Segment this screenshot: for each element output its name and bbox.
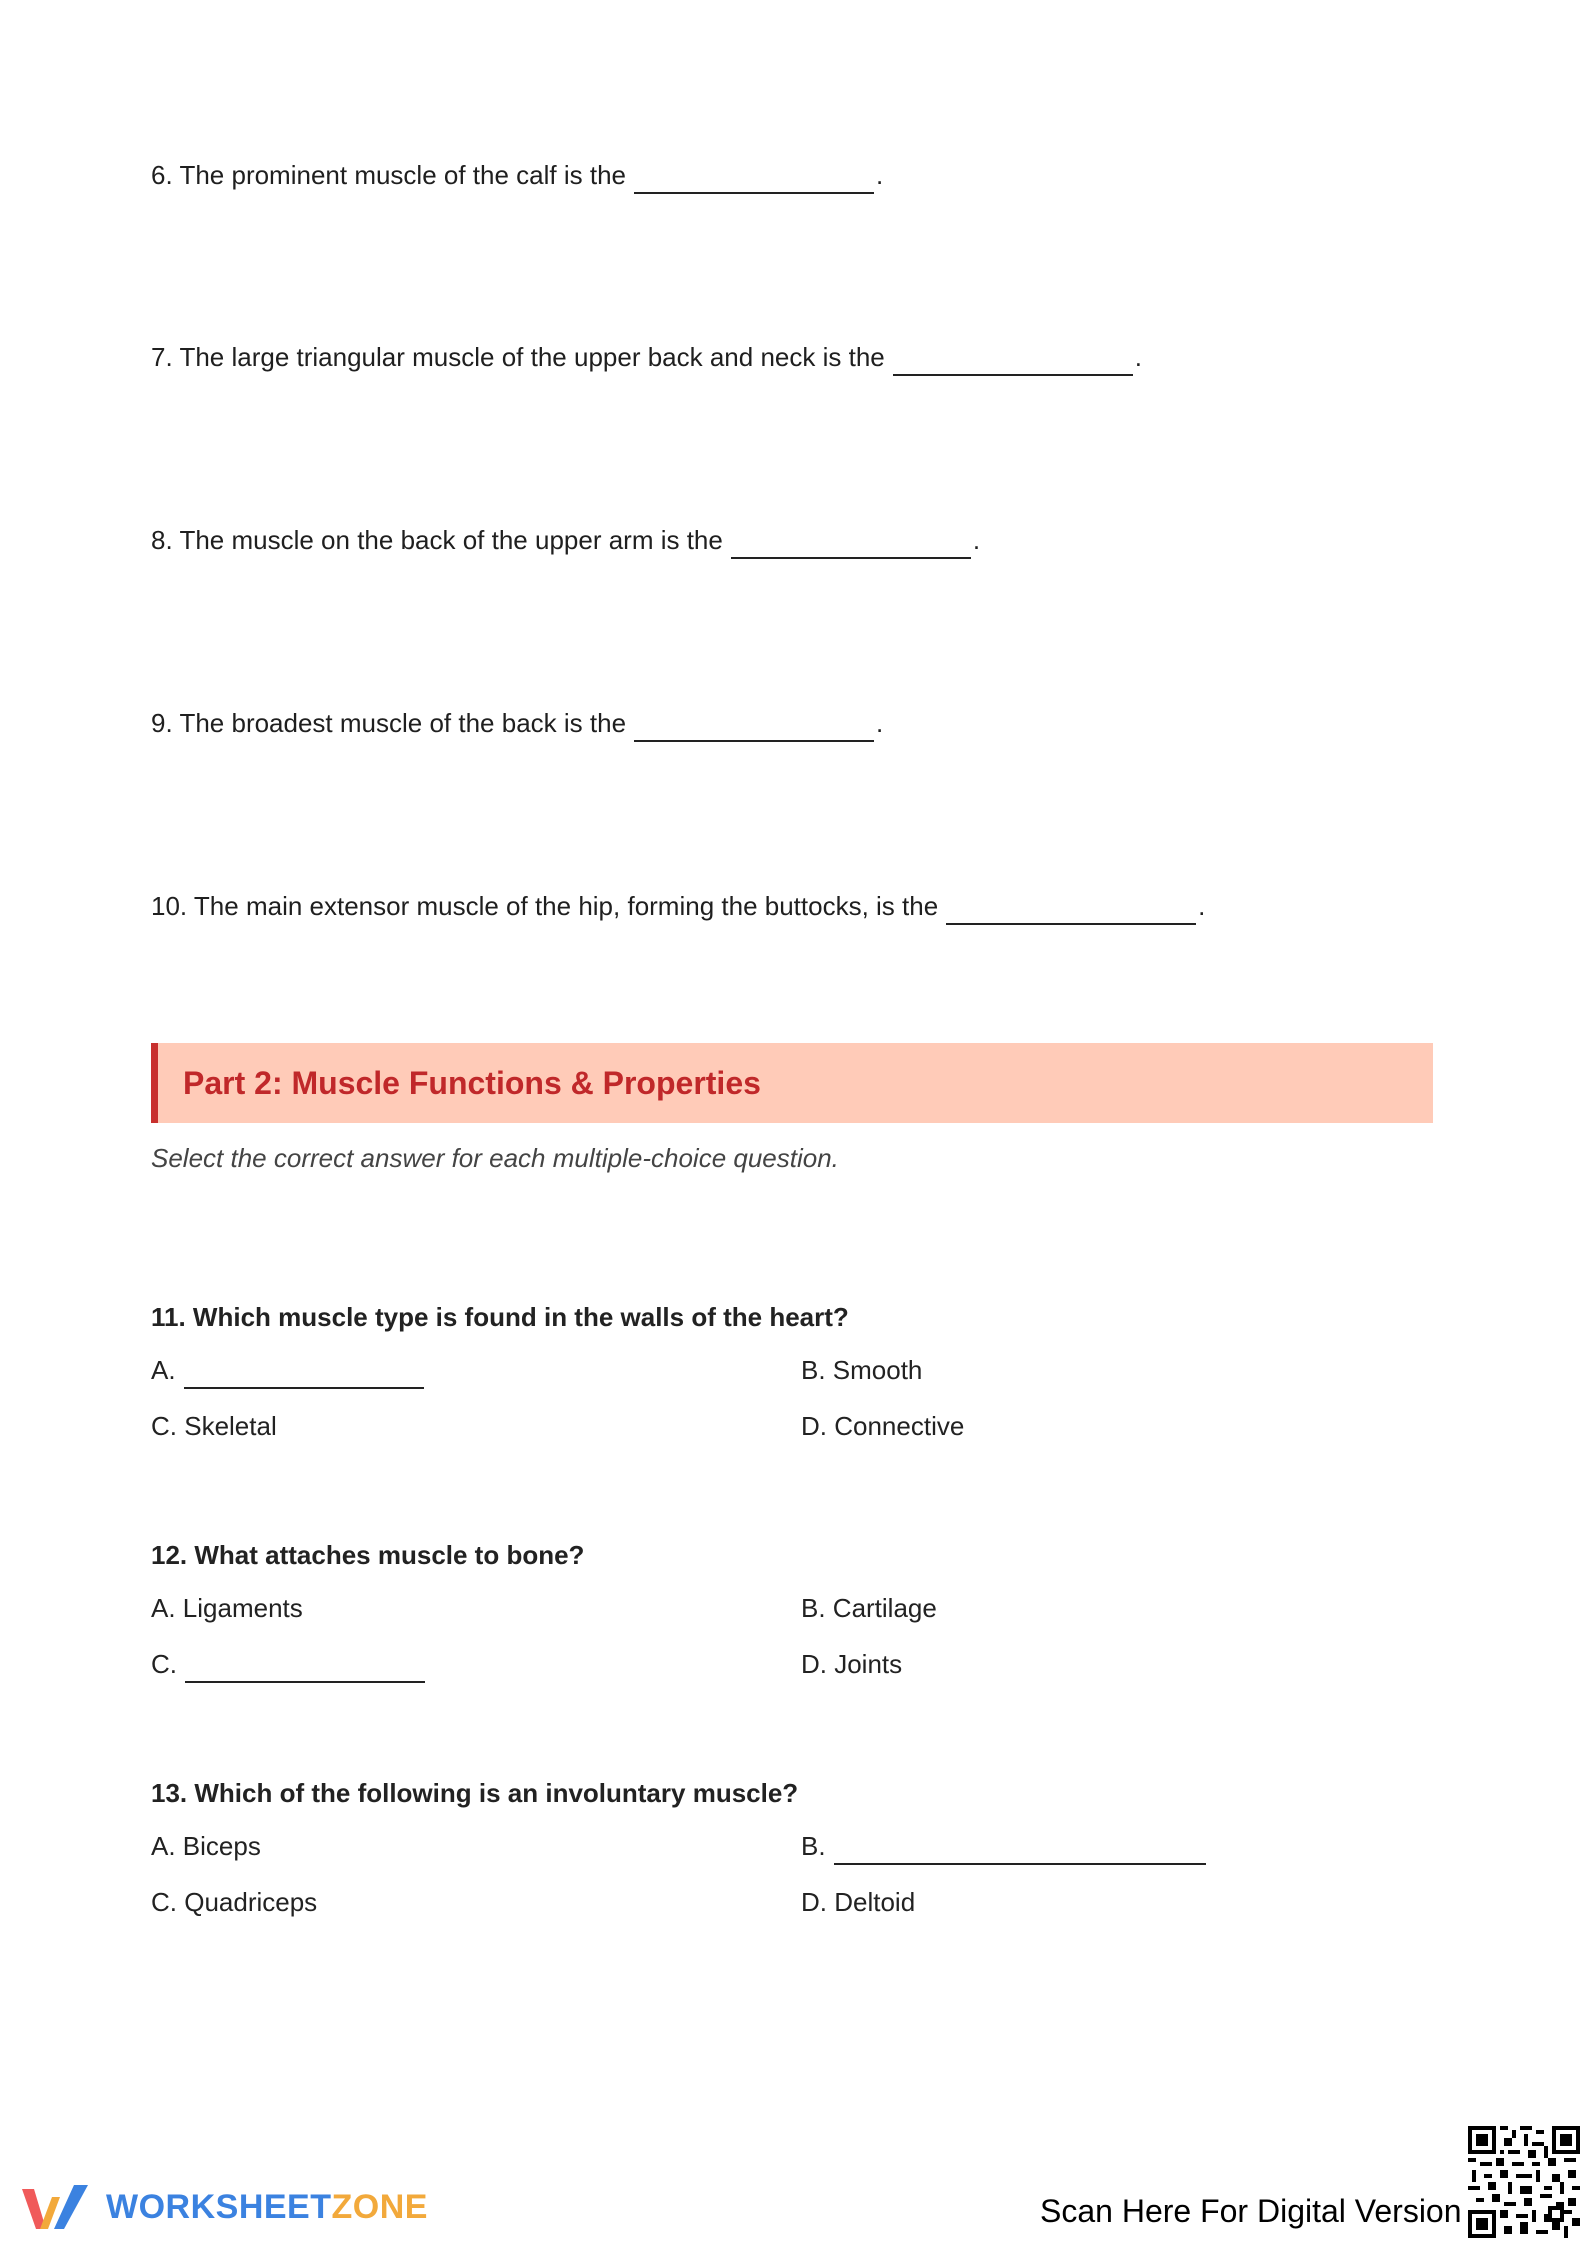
mcq-11-option-c[interactable]: C. Skeletal xyxy=(151,1411,277,1441)
question-end: . xyxy=(1134,342,1142,372)
question-text: The broadest muscle of the back is the xyxy=(179,708,627,738)
option-label: C. xyxy=(151,1649,177,1679)
option-label: A. xyxy=(151,1355,176,1385)
mcq-13-option-c[interactable]: C. Quadriceps xyxy=(151,1887,318,1917)
brand-name xyxy=(106,2188,428,2227)
mcq-question-11: 11. Which muscle type is found in the walls of the heart? xyxy=(151,1302,849,1332)
fill-question-7 xyxy=(151,340,1142,376)
brand-name-part1: WORKSHEET xyxy=(106,2187,332,2226)
answer-blank[interactable] xyxy=(893,344,1133,376)
answer-blank[interactable] xyxy=(184,1357,424,1389)
qr-code-icon[interactable] xyxy=(1468,2126,1580,2238)
question-text: The muscle on the back of the upper arm is the xyxy=(179,525,723,555)
question-number: 8. xyxy=(151,525,173,555)
question-number: 6. xyxy=(151,160,173,190)
question-text: The main extensor muscle of the hip, forming the buttocks, is the xyxy=(193,891,939,921)
answer-blank[interactable] xyxy=(634,710,874,742)
question-end: . xyxy=(876,160,884,190)
worksheetzone-logo-icon xyxy=(18,2179,94,2235)
answer-blank[interactable] xyxy=(634,162,874,194)
fill-question-10 xyxy=(151,889,1205,925)
mcq-11-option-d[interactable]: D. Connective xyxy=(801,1411,965,1441)
mcq-12-option-b[interactable]: B. Cartilage xyxy=(801,1593,937,1623)
question-text: The large triangular muscle of the upper back and neck is the xyxy=(179,342,885,372)
option-label: B. xyxy=(801,1831,826,1861)
question-text: The prominent muscle of the calf is the xyxy=(179,160,626,190)
mcq-12-option-c xyxy=(151,1647,427,1683)
question-end: . xyxy=(1198,891,1206,921)
question-number: 10. xyxy=(151,891,188,921)
question-end: . xyxy=(972,525,981,555)
answer-blank[interactable] xyxy=(185,1651,425,1683)
question-number: 9. xyxy=(151,708,173,738)
mcq-question-12: 12. What attaches muscle to bone? xyxy=(151,1540,585,1570)
answer-blank[interactable] xyxy=(834,1833,1206,1865)
mcq-13-option-a[interactable]: A. Biceps xyxy=(151,1831,261,1861)
question-number: 7. xyxy=(151,342,173,372)
fill-question-9 xyxy=(151,706,883,742)
fill-question-6 xyxy=(151,158,883,194)
brand-logo[interactable] xyxy=(18,2179,428,2235)
mcq-12-option-a[interactable]: A. Ligaments xyxy=(151,1593,303,1623)
mcq-13-option-b xyxy=(801,1829,1208,1865)
mcq-13-option-d[interactable]: D. Deltoid xyxy=(801,1887,916,1917)
fill-question-8 xyxy=(151,523,980,559)
part-2-title: Part 2: Muscle Functions & Properties xyxy=(183,1065,761,1101)
part-2-instructions: Select the correct answer for each multiple-choice question. xyxy=(151,1143,839,1173)
scan-digital-text: Scan Here For Digital Version xyxy=(1040,2193,1462,2229)
mcq-11-option-a xyxy=(151,1353,426,1389)
question-end: . xyxy=(876,708,884,738)
mcq-12-option-d[interactable]: D. Joints xyxy=(801,1649,903,1679)
answer-blank[interactable] xyxy=(731,527,971,559)
part-2-banner xyxy=(151,1043,1433,1123)
answer-blank[interactable] xyxy=(946,893,1196,925)
mcq-question-13: 13. Which of the following is an involuntary muscle? xyxy=(151,1778,799,1808)
mcq-11-option-b[interactable]: B. Smooth xyxy=(801,1355,923,1385)
brand-name-part2: ZONE xyxy=(331,2187,428,2226)
